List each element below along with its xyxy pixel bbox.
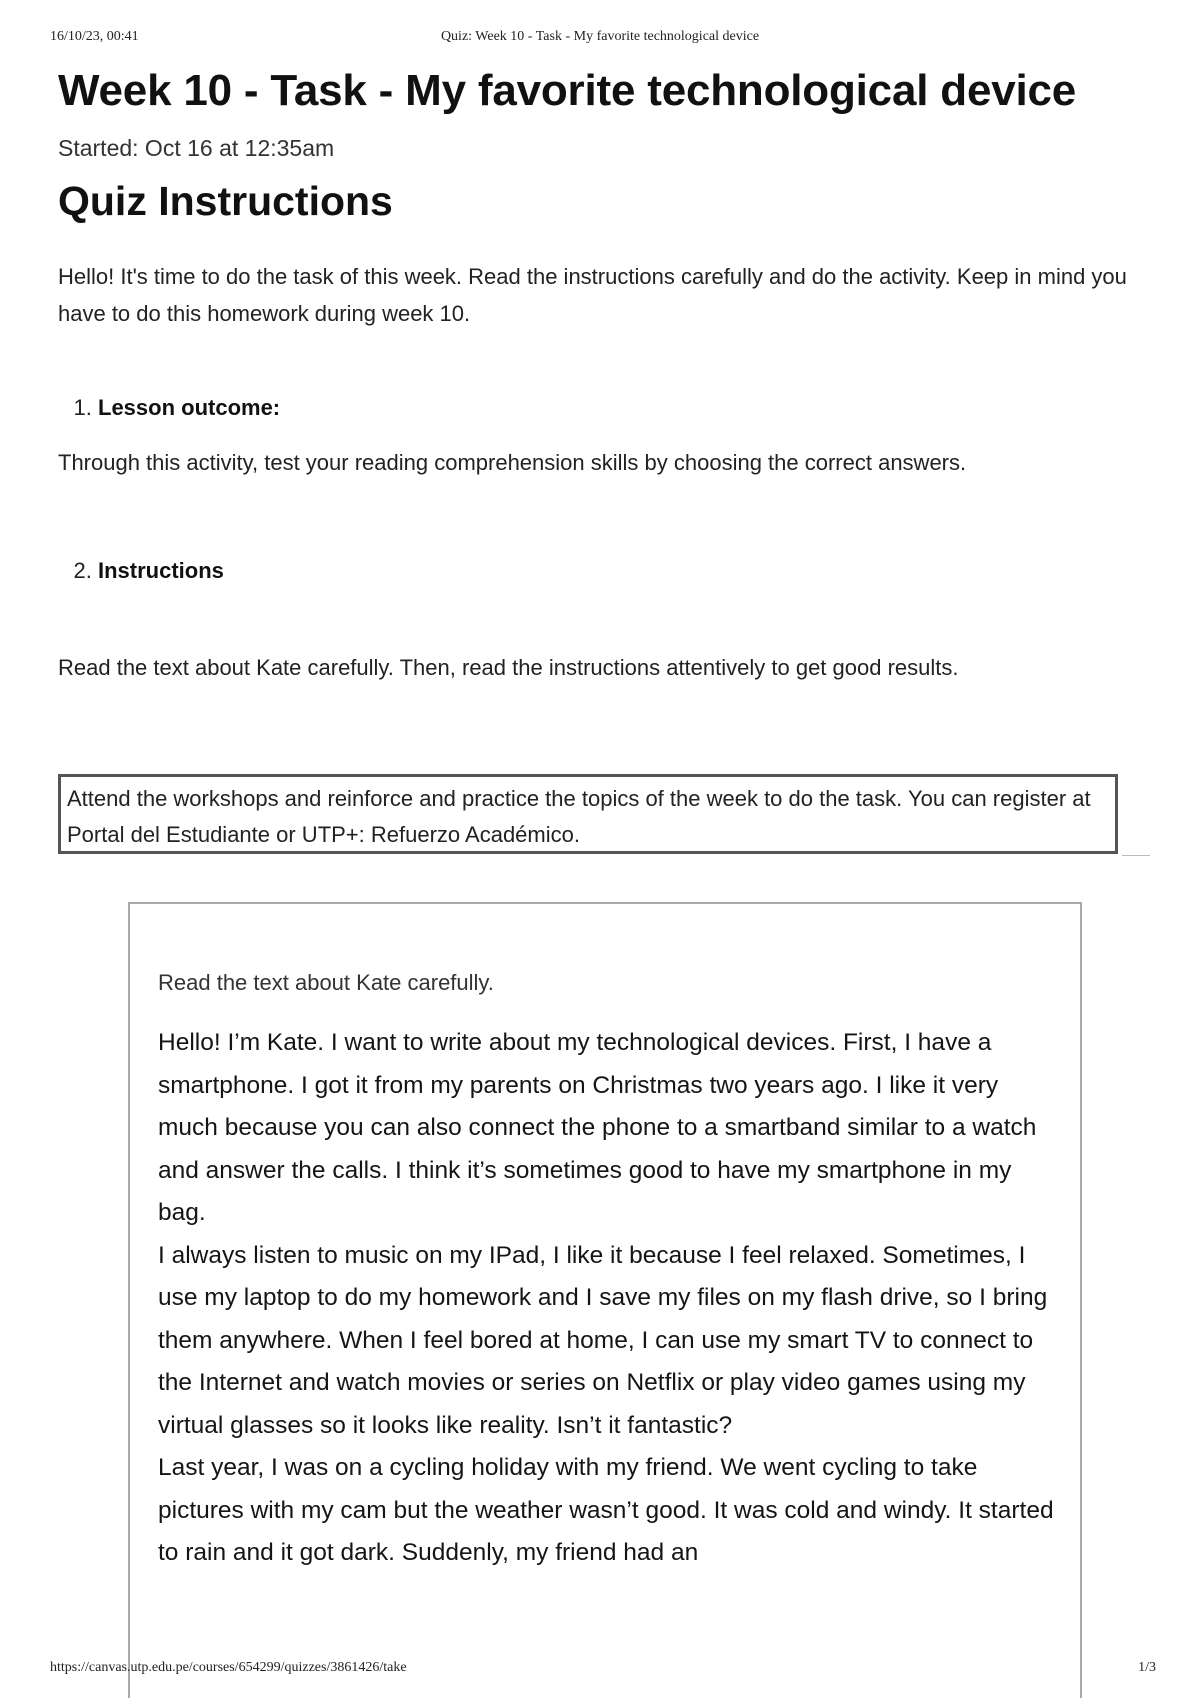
print-datetime: 16/10/23, 00:41 bbox=[50, 29, 139, 44]
lesson-outcome-list bbox=[58, 394, 1148, 422]
passage-paragraph: Hello! I’m Kate. I want to write about my technological devices. First, I have a smartphone. I got it from my parents on Christmas two years ago. I like it very much because you can also connect the phone to a smartband similar to a watch and answer the calls. I think it’s sometimes good to have my smartphone in my bag. bbox=[158, 1029, 1037, 1226]
passage-paragraph: I always listen to music on my IPad, I like it because I feel relaxed. Sometimes, I use my laptop to do my homework and I save my files on my flash drive, so I bring them anywhere. When I feel bored at home, I can use my smart TV to connect to the Internet and watch movies or series on Netflix or play video games using my virtual glasses so it looks like reality. Isn’t it fantastic? bbox=[158, 1241, 1048, 1439]
intro-paragraph: Hello! It's time to do the task of this week. Read the instructions carefully and do the activity. Keep in mind you have to do this homework during week 10. bbox=[58, 264, 1127, 326]
reading-passage bbox=[158, 1022, 1058, 1575]
instructions-text: Read the text about Kate carefully. Then, read the instructions attentively to get good results. bbox=[58, 655, 959, 680]
print-tab-title: Quiz: Week 10 - Task - My favorite technological device bbox=[440, 29, 760, 44]
reading-prompt: Read the text about Kate carefully. bbox=[158, 970, 494, 995]
quiz-instructions-heading: Quiz Instructions bbox=[58, 178, 393, 224]
list-item bbox=[98, 557, 1148, 585]
instructions-label: Instructions bbox=[98, 558, 224, 583]
divider bbox=[1122, 855, 1150, 856]
print-header bbox=[0, 29, 1200, 49]
page-number: 1/3 bbox=[1138, 1660, 1156, 1675]
lesson-outcome-label: Lesson outcome: bbox=[98, 395, 281, 420]
page-title: Week 10 - Task - My favorite technological device bbox=[58, 66, 1077, 115]
passage-paragraph: Last year, I was on a cycling holiday with my friend. We went cycling to take pictures with my cam but the weather wasn’t good. It was cold and windy. It started to rain and it got dark. Suddenly, my friend had an bbox=[158, 1454, 1054, 1566]
quiz-content bbox=[58, 62, 1148, 686]
list-item bbox=[98, 394, 1148, 422]
started-timestamp: Started: Oct 16 at 12:35am bbox=[58, 135, 335, 161]
workshop-notice: Attend the workshops and reinforce and practice the topics of the week to do the task. You can register at Portal del Estudiante or UTP+: Refuerzo Académico. bbox=[58, 774, 1118, 854]
page-url: https://canvas.utp.edu.pe/courses/654299/quizzes/3861426/take bbox=[50, 1660, 407, 1675]
instructions-list bbox=[58, 557, 1148, 585]
lesson-outcome-text: Through this activity, test your reading comprehension skills by choosing the correct answers. bbox=[58, 450, 967, 475]
